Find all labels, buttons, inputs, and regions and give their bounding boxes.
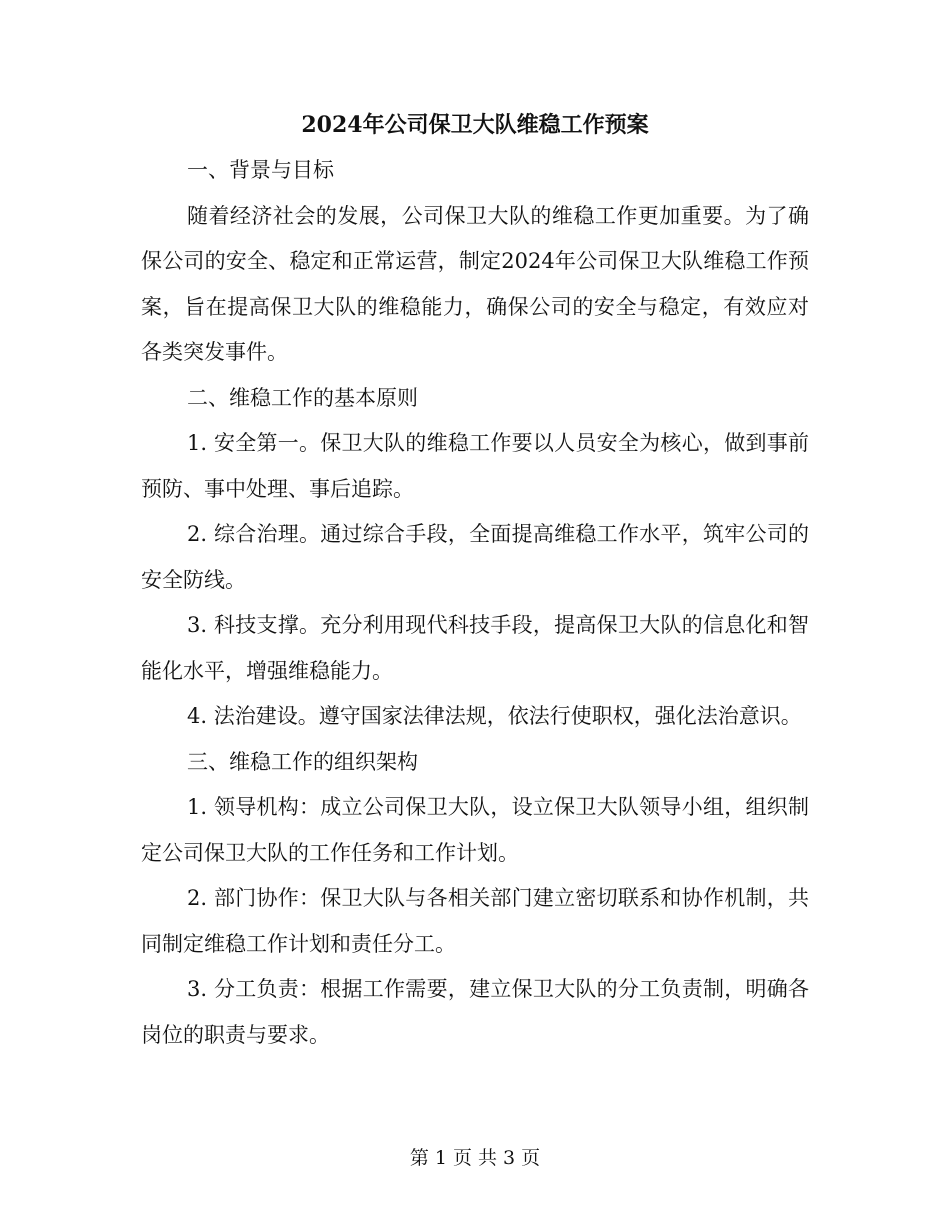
- section-heading-organization: 三、维稳工作的组织架构: [187, 749, 418, 774]
- paragraph-background: 随着经济社会的发展，公司保卫大队的维稳工作更加重要。为了确保公司的安全、稳定和正常运营，制定2024年公司保卫大队维稳工作预案，旨在提高保卫大队的维稳能力，确保公司的安全与稳定，有效应对各类突发事件。: [141, 203, 809, 364]
- paragraph-principle-4: 4. 法治建设。遵守国家法律法规，依法行使职权，强化法治意识。: [187, 704, 802, 728]
- paragraph-principle-1: 1. 安全第一。保卫大队的维稳工作要以人员安全为核心，做到事前预防、事中处理、事后追踪。: [141, 431, 809, 501]
- section-heading-background: 一、背景与目标: [187, 158, 334, 182]
- document-body: [141, 102, 809, 1058]
- paragraph-organization-3: 3. 分工负责：根据工作需要，建立保卫大队的分工负责制，明确各岗位的职责与要求。: [141, 977, 809, 1047]
- paragraph-principle-3: 3. 科技支撑。充分利用现代科技手段，提高保卫大队的信息化和智能化水平，增强维稳能力。: [141, 613, 809, 683]
- document-title: 2024年公司保卫大队维稳工作预案: [301, 112, 649, 138]
- paragraph-organization-2: 2. 部门协作：保卫大队与各相关部门建立密切联系和协作机制，共同制定维稳工作计划和责任分工。: [141, 886, 809, 956]
- page-number-footer: 第 1 页 共 3 页: [409, 1147, 541, 1169]
- section-heading-principles: 二、维稳工作的基本原则: [187, 385, 418, 410]
- paragraph-principle-2: 2. 综合治理。通过综合手段，全面提高维稳工作水平，筑牢公司的安全防线。: [141, 522, 809, 592]
- paragraph-organization-1: 1. 领导机构：成立公司保卫大队，设立保卫大队领导小组，组织制定公司保卫大队的工作任务和工作计划。: [141, 795, 809, 865]
